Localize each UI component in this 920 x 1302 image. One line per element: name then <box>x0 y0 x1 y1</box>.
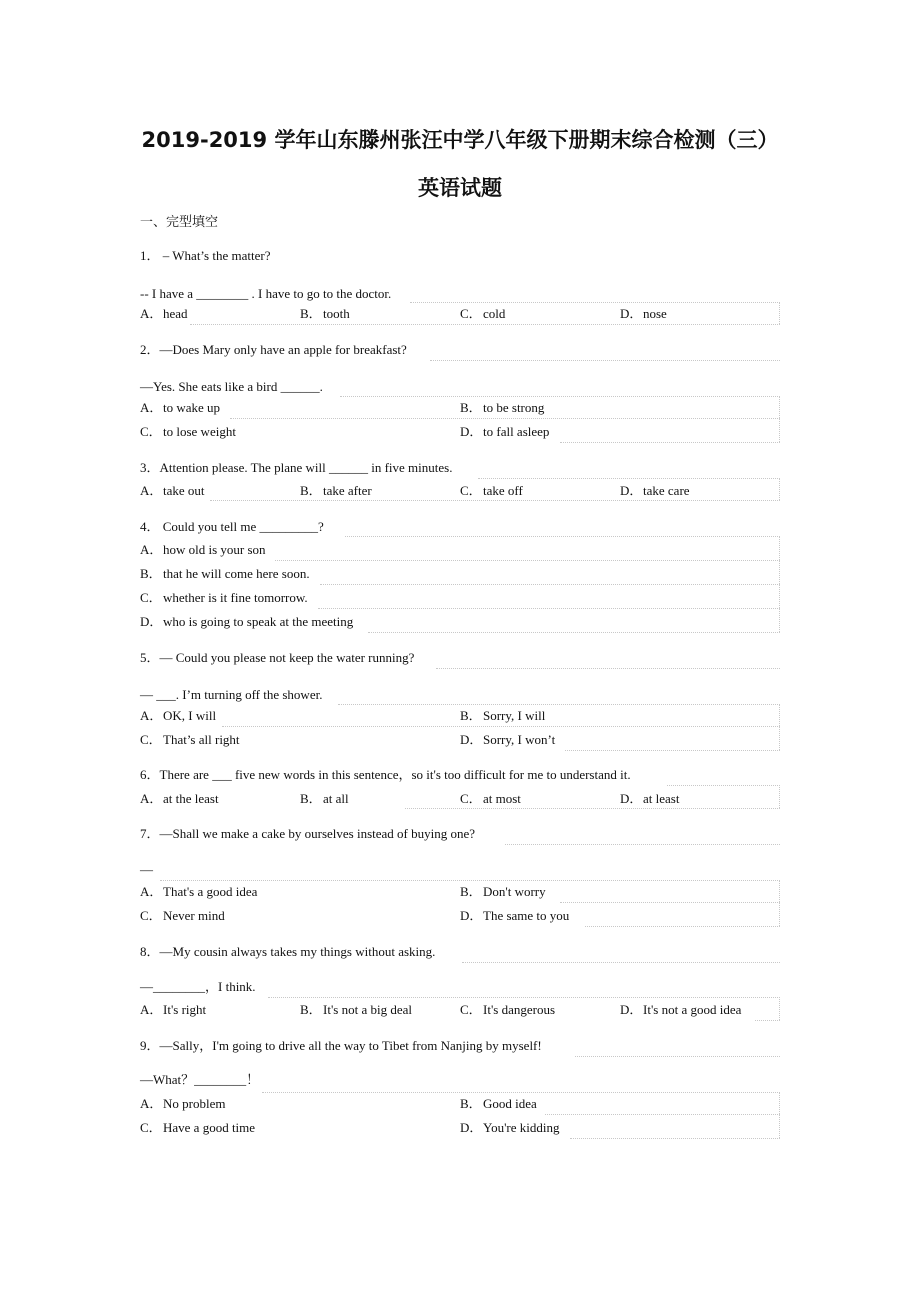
question-4-option-c[interactable]: C．whether is it fine tomorrow. <box>140 590 308 605</box>
dotted-rule <box>570 1138 780 1139</box>
question-1-option-b[interactable]: B．tooth <box>300 306 350 321</box>
dotted-rule <box>410 302 780 303</box>
question-2-stem: 2．—Does Mary only have an apple for breakfast? <box>140 342 407 357</box>
question-5-option-d[interactable]: D．Sorry, I won’t <box>460 732 556 747</box>
question-7-reply: — <box>140 862 153 877</box>
dotted-margin <box>779 1092 780 1138</box>
question-8-option-d[interactable]: D．It's not a good idea <box>620 1002 742 1017</box>
question-3-option-d[interactable]: D．take care <box>620 483 690 498</box>
question-6-option-d[interactable]: D．at least <box>620 791 680 806</box>
dotted-rule <box>222 726 780 727</box>
question-8-option-a[interactable]: A．It's right <box>140 1002 207 1017</box>
dotted-rule <box>160 880 780 881</box>
dotted-rule <box>560 442 780 443</box>
question-1-reply: -- I have a ________ . I have to go to the doctor. <box>140 286 392 301</box>
question-4-stem: 4． Could you tell me _________? <box>140 519 324 534</box>
question-5-reply: — ___. I’m turning off the shower. <box>140 687 323 702</box>
dotted-rule <box>462 962 780 963</box>
dotted-rule <box>318 608 780 609</box>
dotted-rule <box>560 902 780 903</box>
question-7-option-b[interactable]: B．Don't worry <box>460 884 546 899</box>
dotted-rule <box>405 808 780 809</box>
dotted-rule <box>345 536 780 537</box>
question-1-option-d[interactable]: D．nose <box>620 306 667 321</box>
question-3-option-a[interactable]: A．take out <box>140 483 205 498</box>
question-6-option-b[interactable]: B．at all <box>300 791 349 806</box>
question-8-option-c[interactable]: C．It's dangerous <box>460 1002 556 1017</box>
dotted-rule <box>230 418 780 419</box>
dotted-rule <box>268 997 780 998</box>
question-2-option-a[interactable]: A．to wake up <box>140 400 221 415</box>
dotted-margin <box>779 880 780 926</box>
question-5-option-b[interactable]: B．Sorry, I will <box>460 708 546 723</box>
dotted-margin <box>779 396 780 442</box>
question-6-option-a[interactable]: A．at the least <box>140 791 219 806</box>
dotted-margin <box>779 997 780 1020</box>
dotted-rule <box>262 1092 780 1093</box>
question-9-reply: —What？________！ <box>140 1072 260 1087</box>
question-4-option-a[interactable]: A．how old is your son <box>140 542 266 557</box>
dotted-rule <box>340 396 780 397</box>
dotted-rule <box>755 1020 780 1021</box>
dotted-rule <box>575 1056 780 1057</box>
exam-subtitle: 英语试题 <box>418 176 502 200</box>
question-3-option-b[interactable]: B．take after <box>300 483 372 498</box>
question-1-option-c[interactable]: C．cold <box>460 306 506 321</box>
question-3-option-c[interactable]: C．take off <box>460 483 523 498</box>
dotted-rule <box>667 785 780 786</box>
question-4-option-b[interactable]: B．that he will come here soon. <box>140 566 310 581</box>
exam-title: 2019-2019 学年山东滕州张汪中学八年级下册期末综合检测（三） <box>141 128 779 152</box>
dotted-rule <box>320 584 780 585</box>
dotted-rule <box>436 668 780 669</box>
question-2-option-c[interactable]: C．to lose weight <box>140 424 236 439</box>
dotted-rule <box>338 704 780 705</box>
question-8-stem: 8．—My cousin always takes my things without asking. <box>140 944 436 959</box>
question-3-stem: 3．Attention please. The plane will ______ in five minutes. <box>140 460 453 475</box>
dotted-margin <box>779 785 780 808</box>
question-2-option-b[interactable]: B．to be strong <box>460 400 545 415</box>
question-9-option-c[interactable]: C．Have a good time <box>140 1120 256 1135</box>
question-9-option-a[interactable]: A．No problem <box>140 1096 226 1111</box>
dotted-margin <box>779 536 780 632</box>
question-8-option-b[interactable]: B．It's not a big deal <box>300 1002 412 1017</box>
question-5-option-c[interactable]: C．That’s all right <box>140 732 240 747</box>
question-2-reply: —Yes. She eats like a bird ______. <box>140 379 323 394</box>
question-7-option-c[interactable]: C．Never mind <box>140 908 225 923</box>
dotted-margin <box>779 704 780 750</box>
dotted-rule <box>565 750 780 751</box>
question-4-option-d[interactable]: D．who is going to speak at the meeting <box>140 614 354 629</box>
dotted-rule <box>505 844 780 845</box>
question-9-option-b[interactable]: B．Good idea <box>460 1096 537 1111</box>
dotted-rule <box>430 360 780 361</box>
question-5-option-a[interactable]: A．OK, I will <box>140 708 217 723</box>
question-9-option-d[interactable]: D．You're kidding <box>460 1120 560 1135</box>
question-1-stem: 1． – What’s the matter? <box>140 248 271 263</box>
question-6-option-c[interactable]: C．at most <box>460 791 521 806</box>
question-9-stem: 9．—Sally，I'm going to drive all the way to Tibet from Nanjing by myself! <box>140 1038 542 1053</box>
dotted-margin <box>779 302 780 324</box>
question-1-option-a[interactable]: A．head <box>140 306 188 321</box>
dotted-rule <box>585 926 780 927</box>
dotted-rule <box>275 560 780 561</box>
question-7-option-d[interactable]: D．The same to you <box>460 908 570 923</box>
question-7-option-a[interactable]: A．That's a good idea <box>140 884 258 899</box>
question-7-stem: 7．—Shall we make a cake by ourselves instead of buying one? <box>140 826 476 841</box>
question-6-stem: 6．There are ___ five new words in this sentence，so it's too difficult for me to understand it. <box>140 767 631 782</box>
dotted-rule <box>545 1114 780 1115</box>
question-2-option-d[interactable]: D．to fall asleep <box>460 424 550 439</box>
section-heading: 一、完型填空 <box>140 215 219 230</box>
dotted-rule <box>478 478 780 479</box>
dotted-rule <box>190 324 780 325</box>
dotted-rule <box>210 500 780 501</box>
dotted-margin <box>779 478 780 500</box>
question-8-reply: —________，I think. <box>140 979 256 994</box>
dotted-rule <box>368 632 780 633</box>
question-5-stem: 5．— Could you please not keep the water running? <box>140 650 415 665</box>
